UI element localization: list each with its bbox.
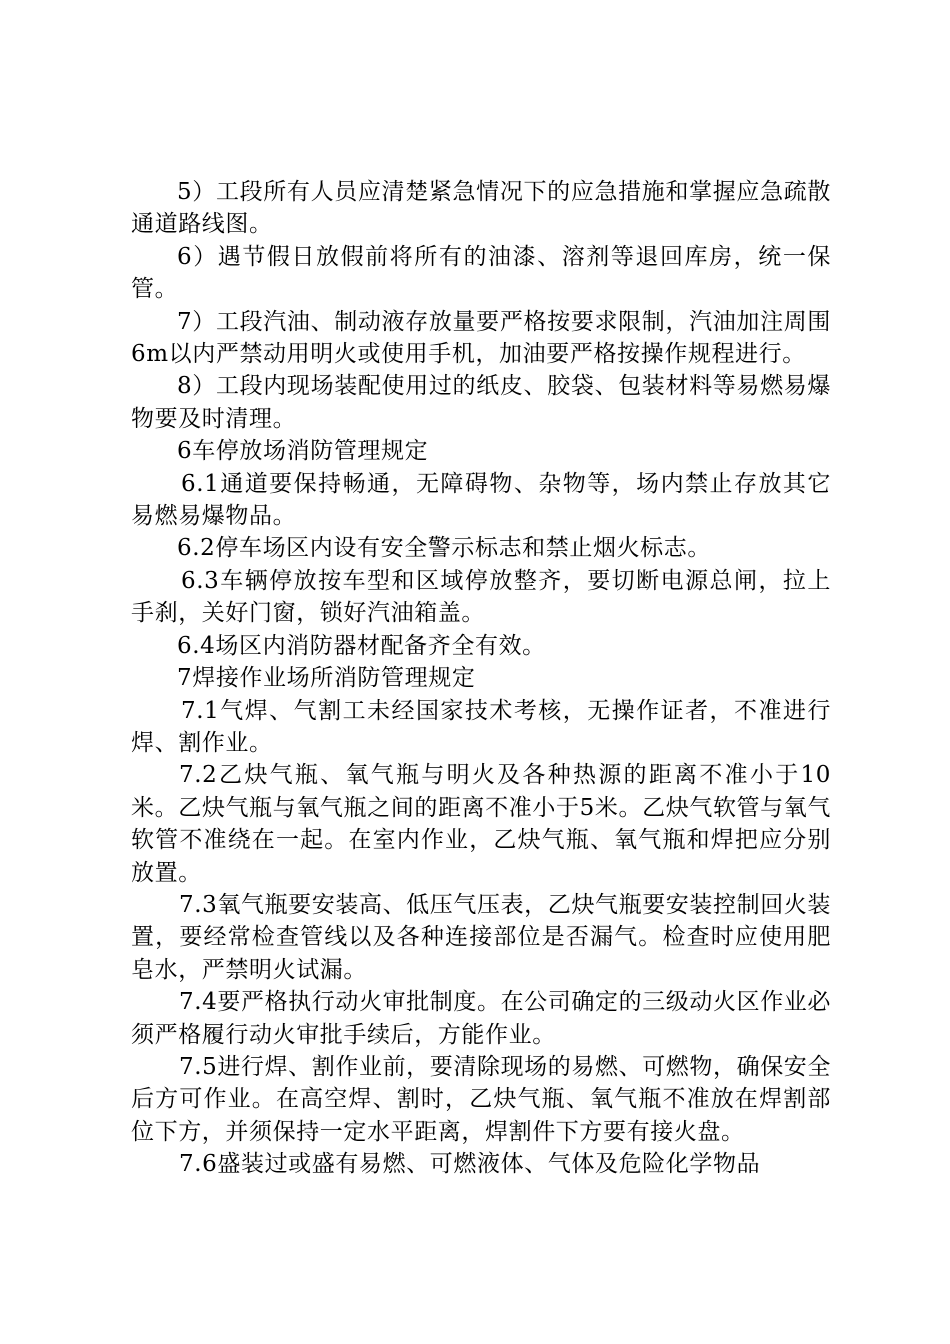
document-body	[131, 176, 831, 1181]
clause-7-2: 7.2乙炔气瓶、氧气瓶与明火及各种热源的距离不准小于10米。乙炔气瓶与氧气瓶之间的距离不准小于5米。乙炔气软管与氧气软管不准绕在一起。在室内作业，乙炔气瓶、氧气瓶和焊把应分别放置。	[131, 762, 831, 886]
clause-6-2: 6.2停车场区内设有安全警示标志和禁止烟火标志。	[177, 535, 711, 562]
clause-7-1: 7.1气焊、气割工未经国家技术考核，无操作证者，不准进行焊、割作业。	[131, 697, 831, 756]
paragraph-item-8: 8）工段内现场装配使用过的纸皮、胶袋、包装材料等易燃易爆物要及时清理。	[131, 373, 831, 432]
clause-7-3: 7.3氧气瓶要安装高、低压气压表，乙炔气瓶要安装控制回火装置，要经常检查管线以及各种连接部位是否漏气。检查时应使用肥皂水，严禁明火试漏。	[131, 891, 831, 983]
paragraph-item-5: 5）工段所有人员应清楚紧急情况下的应急措施和掌握应急疏散通道路线图。	[131, 179, 831, 238]
clause-7-6: 7.6盛装过或盛有易燃、可燃液体、气体及危险化学物品	[179, 1151, 761, 1178]
clause-6-4: 6.4场区内消防器材配备齐全有效。	[177, 632, 546, 659]
clause-6-1: 6.1通道要保持畅通，无障碍物、杂物等，场内禁止存放其它易燃易爆物品。	[131, 470, 831, 530]
paragraph-item-7: 7）工段汽油、制动液存放量要严格按要求限制，汽油加注周围6m以内严禁动用明火或使用手机，加油要严格按操作规程进行。	[131, 308, 831, 368]
section-heading-6: 6车停放场消防管理规定	[177, 438, 429, 465]
clause-7-4: 7.4要严格执行动火审批制度。在公司确定的三级动火区作业必须严格履行动火审批手续后，方能作业。	[131, 989, 831, 1048]
clause-6-3: 6.3车辆停放按车型和区域停放整齐，要切断电源总闸，拉上手刹，关好门窗，锁好汽油箱盖。	[131, 567, 831, 627]
clause-7-5: 7.5进行焊、割作业前，要清除现场的易燃、可燃物，确保安全后方可作业。在高空焊、割时，乙炔气瓶、氧气瓶不准放在焊割部位下方，并须保持一定水平距离，焊割件下方要有接火盘。	[131, 1053, 831, 1145]
paragraph-item-6: 6）遇节假日放假前将所有的油漆、溶剂等退回库房，统一保管。	[131, 243, 831, 303]
section-heading-7: 7焊接作业场所消防管理规定	[177, 665, 476, 692]
